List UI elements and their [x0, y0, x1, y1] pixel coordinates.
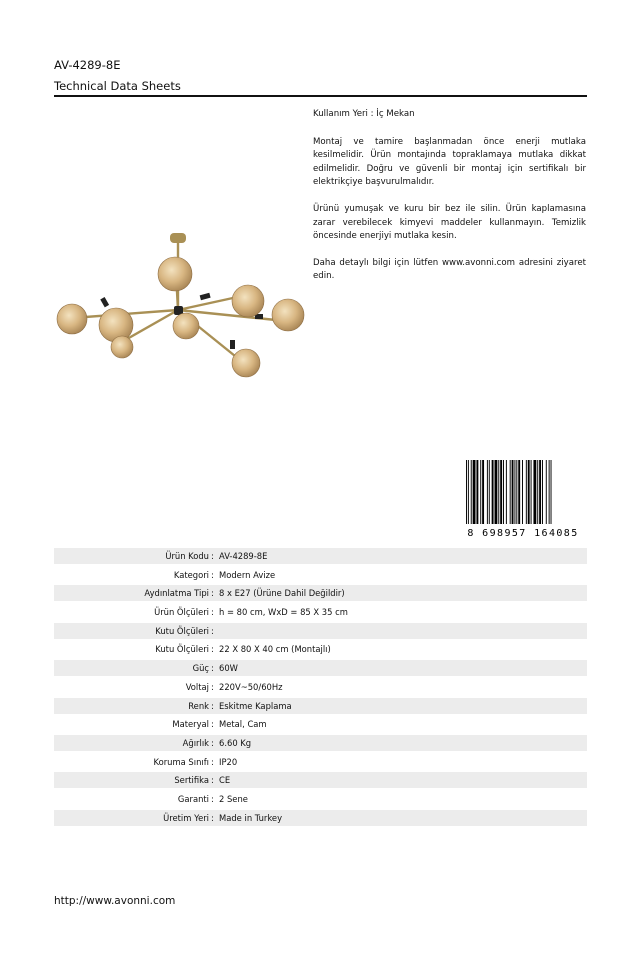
spec-label: Garanti	[177, 793, 209, 804]
spec-label: Üretim Yeri	[163, 812, 209, 823]
spec-separator: :	[211, 700, 214, 711]
spec-value: 6.60 Kg	[219, 737, 252, 748]
spec-separator: :	[211, 812, 214, 823]
chandelier-product-image	[50, 228, 310, 388]
spec-value: 22 X 80 X 40 cm (Montajlı)	[219, 644, 331, 655]
spec-label: Ürün Ölçüleri	[154, 607, 209, 618]
barcode-number: 8 698957 164085	[467, 528, 579, 538]
spec-value: h = 80 cm, WxD = 85 X 35 cm	[219, 607, 348, 618]
spec-row	[54, 660, 587, 676]
spec-row	[54, 567, 587, 583]
spec-value: Modern Avize	[219, 569, 276, 580]
more-info-note: Daha detaylı bilgi için lütfen www.avonni.com adresini ziyaret edin.	[313, 257, 586, 282]
spec-row	[54, 679, 587, 695]
cleaning-instructions: Ürünü yumuşak ve kuru bir bez ile silin. Ürün kaplamasına zarar verebilecek kimyevi maddeler kullanmayın. Temizlik öncesinde enerjiyi mutlaka kesin.	[313, 203, 586, 242]
spec-row	[54, 810, 587, 826]
spec-label: Kutu Ölçüleri	[155, 644, 209, 655]
spec-separator: :	[211, 588, 214, 599]
spec-label: Voltaj	[185, 681, 209, 692]
spec-row	[54, 604, 587, 620]
spec-row	[54, 791, 587, 807]
spec-label: Sertifika	[174, 775, 209, 786]
spec-label: Kategori	[173, 569, 209, 580]
spec-separator: :	[211, 607, 214, 618]
header-divider	[54, 95, 587, 97]
spec-value: IP20	[219, 756, 238, 767]
spec-row	[54, 585, 587, 601]
spec-value: Made in Turkey	[219, 812, 283, 823]
installation-warning: Montaj ve tamire başlanmadan önce enerji mutlaka kesilmelidir. Ürün montajında topraklamaya mutlaka dikkat edilmelidir. Doğru ve güvenli bir montaj için sertifikalı bir elektrikçiye başvurulmalıdır.	[313, 136, 586, 188]
product-code-heading: AV-4289-8E	[54, 58, 121, 72]
spec-row	[54, 735, 587, 751]
spec-label: Koruma Sınıfı	[153, 756, 209, 767]
spec-label: Ağırlık	[182, 737, 209, 748]
usage-location: Kullanım Yeri : İç Mekan	[313, 109, 415, 119]
spec-separator: :	[211, 756, 214, 767]
usage-info-panel	[313, 108, 586, 297]
spec-separator: :	[211, 737, 214, 748]
spec-label: Kutu Ölçüleri	[155, 625, 209, 636]
ean-barcode	[462, 460, 584, 538]
spec-label: Aydınlatma Tipi	[144, 588, 209, 599]
spec-row	[54, 698, 587, 714]
spec-label: Materyal	[172, 719, 209, 730]
spec-separator: :	[211, 551, 214, 561]
spec-value: CE	[219, 775, 231, 786]
spec-row	[54, 772, 587, 788]
spec-row	[54, 716, 587, 732]
spec-value: 2 Sene	[219, 793, 248, 804]
spec-separator: :	[211, 663, 214, 674]
spec-label: Renk	[188, 700, 209, 711]
spec-row	[54, 641, 587, 657]
spec-separator: :	[211, 625, 214, 636]
footer-website-link[interactable]: http://www.avonni.com	[54, 895, 176, 907]
spec-table	[54, 548, 587, 828]
spec-value: 8 x E27 (Ürüne Dahil Değildir)	[219, 588, 345, 599]
spec-separator: :	[211, 719, 214, 730]
spec-row	[54, 754, 587, 770]
spec-row	[54, 623, 587, 639]
document-subtitle: Technical Data Sheets	[54, 79, 181, 93]
spec-separator: :	[211, 644, 214, 655]
spec-separator: :	[211, 793, 214, 804]
spec-value: Metal, Cam	[219, 719, 267, 730]
spec-separator: :	[211, 681, 214, 692]
spec-label: Güç	[192, 663, 209, 674]
spec-separator: :	[211, 775, 214, 786]
spec-value: 220V~50/60Hz	[219, 681, 283, 692]
spec-separator: :	[211, 569, 214, 580]
spec-value: AV-4289-8E	[219, 551, 268, 561]
spec-row	[54, 548, 587, 564]
spec-value: 60W	[219, 663, 238, 674]
spec-label: Ürün Kodu	[165, 551, 209, 561]
spec-value: Eskitme Kaplama	[219, 700, 292, 711]
